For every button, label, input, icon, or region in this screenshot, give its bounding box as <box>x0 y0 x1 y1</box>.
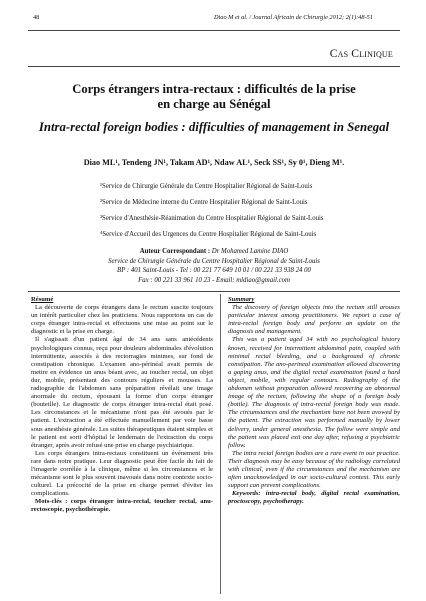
resume-column <box>31 296 213 515</box>
running-header <box>0 14 426 28</box>
summary-paragraph-2: This was a patient aged 34 with no psychological history known, received for intermittent abdominal pain, coupled with minimal rectal bleeding, and a background of chronic constipation. The ano-perineal examination allowed discovering a gaping anus, and the digital rectal examination found a hard object, mobile, with regular contours. Radiography of the abdomen without preparation allowed recovering an abnormal image of the rectum, following the shape of a foreign body (bottle). The diagnosis of intra-rectal foreign body was made. The circumstances and the mechanism have not been avowed by the patient. The extraction was performed manually by lower delivery, under general anesthesia. The follow were simple and the patient was placed exit one day after, refusing a psychiatric follow. <box>228 336 400 449</box>
title-french <box>28 82 400 112</box>
affiliation-1: ¹Service de Chirurgie Générale du Centre Hospitalier Régional de Saint-Louis <box>100 183 313 190</box>
header-rule <box>28 30 400 31</box>
correspondence-name: Dr Mohamed Lamine DIAO <box>210 248 289 255</box>
summary-heading: Summary <box>228 296 255 303</box>
correspondence-address: BP : 401 Saint-Louis - Tel : 00 221 77 649 10 01 / 00 221 33 938 24 00 <box>117 267 311 274</box>
summary-keywords-text: intra-rectal body, digital rectal examination, proctoscopy, psychotherapy. <box>228 490 400 506</box>
summary-column <box>228 296 400 506</box>
correspondence-service: Service de Chirurgie Générale du Centre Hospitalier Régional de Saint-Louis <box>108 257 320 265</box>
resume-paragraph-2: Il s'agissait d'un patient âgé de 34 ans sans antécédents psychologiques connus, reçu pour douleurs abdominales d'évolution intermittente, associés à des rectorragies minimes, sur fond de constipation chronique. L'examen ano-périnéal avait permis de mettre en évidence un anus béant avec, au toucher rectal, un objet dur, mobile, présentant des contours réguliers et mousses. La radiographie de l'abdomen sans préparation révélait une image anormale du rectum, épousant la forme d'un corps étranger (bouteille). Le diagnostic de corps étranger intra-rectal était posé. Les circonstances et le mécanisme n'ont pas été avoués par le patient. L'extraction a été effectuée manuellement par voie basse sous anesthésie générale. Les suites thérapeutiques étaient simples et le patient est sorti d'hôpital le lendemain de l'extraction du corps étranger, après avoir refusé une prise en charge psychiatrique. <box>31 336 213 449</box>
title-french-line-2: en charge au Sénégal <box>157 97 271 111</box>
resume-keywords-text: : corps étranger intra-rectal, toucher rectal, anu-rectoscopie, psychothérapie. <box>31 498 213 514</box>
summary-paragraph-3: The intra rectal foreign bodies are a rare event in our practice. Their diagnosis may be easy because of the radiology correlated with clinical, even if the circumstances and the mechanism are often unacknowledged in our socio-cultural context. This early support can prevent complications. <box>228 449 400 490</box>
resume-keywords-label: Mots-clés <box>35 498 62 506</box>
affiliation-4: ⁴Service d'Accueil des Urgences du Centre Hospitalier Régional de Saint-Louis <box>100 231 317 238</box>
section-rule <box>28 66 400 67</box>
abstract-rule <box>28 291 400 292</box>
journal-citation: Diao M et al. / Journal Africain de Chirurgie 2012; 2(1):48-51 <box>214 14 373 21</box>
resume-paragraph-1: La découverte de corps étrangers dans le rectum suscite toujours un intérêt particulier chez les praticiens. Nous rapportons un cas de corps étranger intra-rectal et effectuons une mise au point sur le diagnostic et la prise en charge. <box>31 304 213 336</box>
affiliation-3: ³Service d'Anesthésie-Réanimation du Centre Hospitalier Régional de Saint-Louis <box>100 215 324 222</box>
summary-keywords <box>228 490 400 506</box>
correspondence-label: Auteur Correspondant : <box>139 248 211 255</box>
affiliation-2: ²Service de Médecine interne du Centre Hospitalier Régional de Saint-Louis <box>100 199 308 206</box>
section-label: Cas Clinique <box>329 48 393 60</box>
correspondence-contact: Fax : 00 221 33 961 10 23 - Email: mldiao@gmail.com <box>138 276 290 284</box>
resume-paragraph-3: Les corps étrangers intra-rectaux constituent un événement très rare dans notre pratique. Leur diagnostic peut être facile du fait de l'imagerie corrélée à la clinique, même si les circonstances et le mécanisme sont le plus souvent inavoués dans notre contexte socio-culturel. La précocité de la prise en charge permet d'éviter les complications. <box>31 449 213 498</box>
author-list: Diao ML¹, Tendeng JN¹, Takam AD¹, Ndaw AL¹, Seck SS¹, Sy 0¹, Dieng M¹. <box>83 158 345 167</box>
correspondence-block <box>28 247 400 285</box>
page-number: 48 <box>33 14 40 21</box>
correspondence-author <box>28 247 400 257</box>
title-french-line-1: Corps étrangers intra-rectaux : difficultés de la prise <box>72 82 356 96</box>
summary-paragraph-1: The discovery of foreign objects into the rectum still arouses particular interest among practitioners. We report a case of intra-rectal foreign body and perform an update on the diagnosis and management. <box>228 304 400 336</box>
summary-keywords-label: Keywords: <box>232 490 261 498</box>
resume-heading: Résumé <box>31 296 54 303</box>
resume-keywords <box>31 498 213 514</box>
title-english: Intra-rectal foreign bodies : difficulties of management in Senegal <box>38 120 390 134</box>
column-divider <box>220 294 221 594</box>
